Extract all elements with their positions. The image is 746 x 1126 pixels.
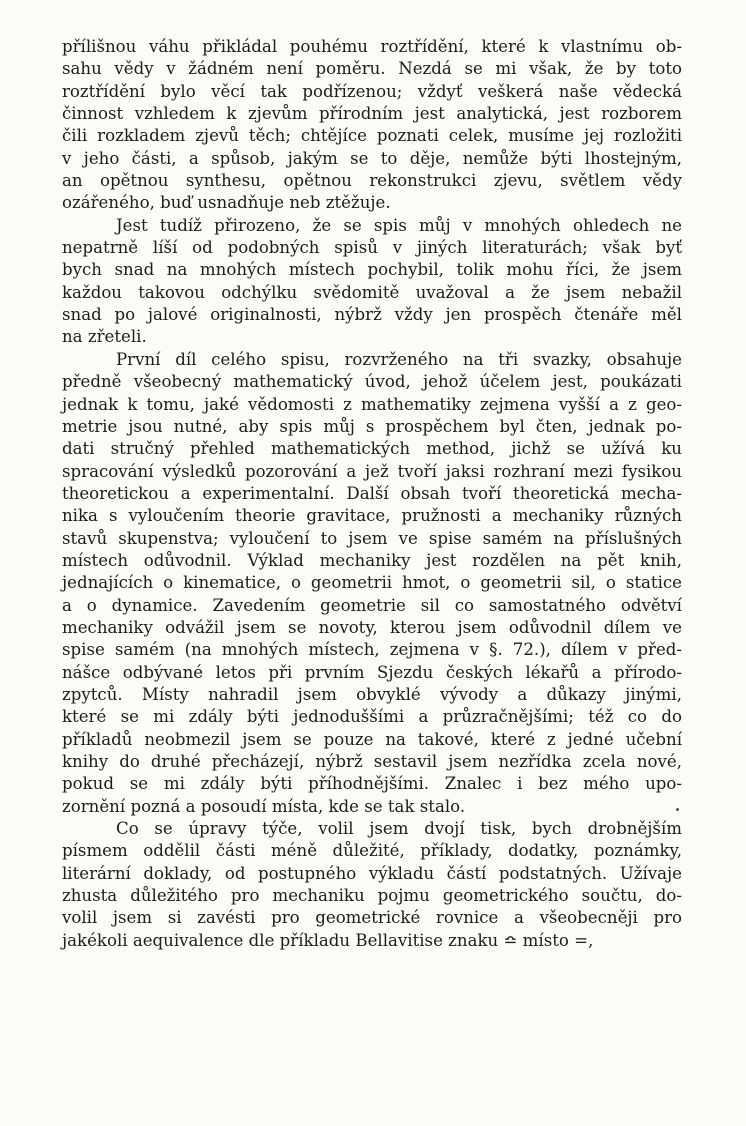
paragraph [62, 36, 682, 215]
text-line: bych snad na mnohých místech pochybil, tolik mohu říci, že jsem [62, 260, 682, 280]
text-line: Jest tudíž přirozeno, že se spis můj v mnohých ohledech ne [116, 215, 682, 235]
text-line: Co se úpravy týče, volil jsem dvojí tisk, bych drobnějším [116, 819, 682, 839]
text-line: a o dynamice. Zavedením geometrie sil co samostatného odvětví [62, 595, 682, 615]
text-line: písmem oddělil části méně důležité, příklady, dodatky, poznámky, [62, 841, 682, 861]
text-line: pokud se mi zdály býti příhodnějšími. Znalec i bez mého upo- [62, 774, 682, 794]
text-line: spracování výsledků pozorování a jež tvoří jaksi rozhraní mezi fysikou [62, 461, 682, 481]
scan-speck [676, 808, 679, 811]
text-line: nika s vyloučením theorie gravitace, pružnosti a mechaniky různých [62, 506, 682, 526]
text-line: zornění pozná a posoudí místa, kde se tak stalo. [62, 796, 466, 816]
text-line: literární doklady, od postupného výkladu částí podstatných. Užívaje [62, 863, 682, 883]
text-line: roztřídění bylo věcí tak podřízenou; vždyť veškerá naše vědecká [62, 81, 682, 101]
text-line: přílišnou váhu přikládal pouhému roztřídění, které k vlastnímu ob- [62, 37, 682, 56]
paragraph [62, 215, 682, 349]
text-line: spise samém (na mnohých místech, zejmena v §. 72.), dílem v před- [62, 640, 682, 660]
text-line: jakékoli aequivalence dle příkladu Bellavitise znaku ≏ místo =, [62, 930, 594, 950]
text-line: činnost vzhledem k zjevům přírodním jest analytická, jest rozborem [62, 104, 682, 124]
text-line: volil jsem si zavésti pro geometrické rovnice a všeobecněji pro [62, 908, 682, 928]
text-line: ozářeného, buď usnadňuje neb ztěžuje. [62, 193, 391, 213]
text-line: mechaniky odvážil jsem se novoty, kterou jsem odůvodnil dílem ve [62, 617, 682, 637]
text-line: v jeho části, a spůsob, jakým se to děje, nemůže býti lhostejným, [62, 148, 682, 168]
text-line: nášce odbývané letos při prvním Sjezdu českých lékařů a přírodo- [62, 662, 682, 682]
text-line: snad po jalové originalnosti, nýbrž vždy jen prospěch čtenáře měl [62, 305, 682, 325]
text-line: předně všeobecný mathematický úvod, jehož účelem jest, poukázati [62, 372, 682, 392]
paragraph [62, 818, 682, 952]
paragraph [62, 349, 682, 818]
text-line: metrie jsou nutné, aby spis můj s prospěchem byl čten, jednak po- [62, 416, 682, 436]
text-line: nepatrně líší od podobných spisů v jiných literaturách; však byť [62, 238, 682, 258]
text-line: an opětnou synthesu, opětnou rekonstrukci zjevu, světlem vědy [62, 171, 682, 191]
text-line: jednajících o kinematice, o geometrii hmot, o geometrii sil, o statice [62, 573, 682, 593]
text-line: První díl celého spisu, rozvrženého na tři svazky, obsahuje [116, 349, 682, 369]
text-line: theoretickou a experimentalní. Další obsah tvoří theoretická mecha- [62, 483, 682, 503]
text-line: dati stručný přehled mathematických method, jichž se užívá ku [62, 439, 682, 459]
text-line: čili rozkladem zjevů těch; chtějíce poznati celek, musíme jej rozložiti [62, 126, 682, 146]
page-body-text [62, 36, 682, 952]
text-line: na zřeteli. [62, 327, 147, 347]
text-line: stavů skupenstva; vyloučení to jsem ve spise samém na příslušných [62, 528, 682, 548]
text-line: příkladů neobmezil jsem se pouze na takové, které z jedné učební [62, 729, 682, 749]
text-line: knihy do druhé přecházejí, nýbrž sestavil jsem nezřídka zcela nové, [62, 752, 682, 771]
text-line: místech odůvodnil. Výklad mechaniky jest rozdělen na pět knih, [62, 550, 682, 570]
text-line: zhusta důležitého pro mechaniku pojmu geometrického součtu, do- [62, 886, 682, 906]
text-line: sahu vědy v žádném není poměru. Nezdá se mi však, že by toto [62, 59, 682, 79]
text-line: zpytců. Místy nahradil jsem obvyklé vývody a důkazy jinými, [62, 684, 682, 704]
text-line: které se mi zdály býti jednoduššími a průzračnějšími; též co do [62, 707, 682, 727]
text-line: každou takovou odchýlku svědomitě uvažoval a že jsem nebažil [62, 282, 682, 302]
text-line: jednak k tomu, jaké vědomosti z mathematiky zejmena vyšší a z geo- [62, 394, 682, 414]
